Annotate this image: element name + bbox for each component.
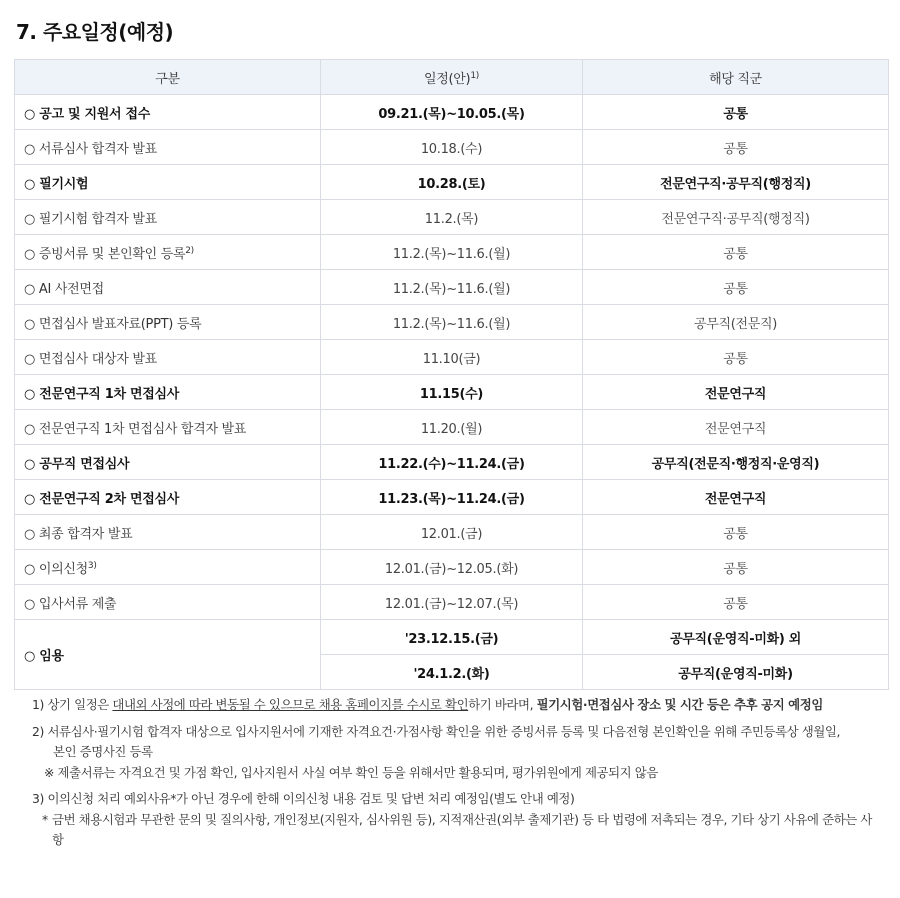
row-category: ○ 임용 [15, 620, 321, 690]
table-row [15, 270, 889, 305]
row-job-group: 공통 [583, 340, 889, 375]
row-category: ○ 전문연구직 1차 면접심사 합격자 발표 [15, 410, 321, 445]
row-schedule: 12.01.(금) [321, 515, 583, 550]
row-schedule: 11.23.(목)~11.24.(금) [321, 480, 583, 515]
row-schedule: 11.2.(목)~11.6.(월) [321, 270, 583, 305]
row-job-group: 공통 [583, 95, 889, 130]
row-category: ○ 필기시험 [15, 165, 321, 200]
row-category: ○ 최종 합격자 발표 [15, 515, 321, 550]
header-category: 구분 [15, 60, 321, 95]
row-schedule: 12.01.(금)~12.07.(목) [321, 585, 583, 620]
row-job-group: 전문연구직·공무직(행정직) [583, 165, 889, 200]
row-job-group: 전문연구직·공무직(행정직) [583, 200, 889, 235]
table-row [15, 305, 889, 340]
row-category: ○ 이의신청$^{3)}$ [15, 550, 321, 585]
row-job-group: 공통 [583, 270, 889, 305]
row-schedule: 11.2.(목)~11.6.(월) [321, 305, 583, 340]
row-category: ○ 전문연구직 2차 면접심사 [15, 480, 321, 515]
table-row [15, 585, 889, 620]
row-schedule: 11.22.(수)~11.24.(금) [321, 445, 583, 480]
row-category: ○ 면접심사 대상자 발표 [15, 340, 321, 375]
row-category: ○ 입사서류 제출 [15, 585, 321, 620]
row-schedule: 11.10(금) [321, 340, 583, 375]
table-header-row [15, 60, 889, 95]
footnote-1: 1) 상기 일정은 대내외 사정에 따라 변동될 수 있으므로 채용 홈페이지를 수시로 확인하기 바라며, 필기시험·면접심사 장소 및 시간 등은 추후 공지 예정임 [32, 697, 823, 712]
table-row [15, 340, 889, 375]
row-job-group: 공무직(전문직) [583, 305, 889, 340]
table-row [15, 165, 889, 200]
row-job-group: 전문연구직 [583, 410, 889, 445]
row-job-group: 공통 [583, 550, 889, 585]
footnote-3-remark: * 금번 채용시험과 무관한 문의 및 질의사항, 개인정보(지원자, 심사위원 등), 지적재산권(외부 출제기관) 등 타 법령에 저촉되는 경우, 기타 상기 사유에 준하는 사항 [42, 811, 872, 847]
footnote-ref: 1) [470, 70, 479, 81]
footnote-ref: 2) [185, 245, 194, 256]
table-row [15, 130, 889, 165]
footnotes [32, 695, 882, 851]
row-category: ○ 서류심사 합격자 발표 [15, 130, 321, 165]
footnote-ref: 3) [87, 560, 97, 571]
table-row [15, 375, 889, 410]
row-category: ○ 공무직 면접심사 [15, 445, 321, 480]
footnote-2-continued: 본인 증명사진 등록 [53, 744, 153, 759]
row-job-group: 공통 [583, 130, 889, 165]
row-schedule: 10.28.(토) [321, 165, 583, 200]
row-schedule: 11.2.(목)~11.6.(월) [321, 235, 583, 270]
row-job-group: 공무직(운영직-미화) [583, 655, 889, 690]
table-row [15, 550, 889, 585]
row-schedule: 11.15(수) [321, 375, 583, 410]
row-category: ○ 면접심사 발표자료(PPT) 등록 [15, 305, 321, 340]
row-category: ○ 필기시험 합격자 발표 [15, 200, 321, 235]
row-schedule: 12.01.(금)~12.05.(화) [321, 550, 583, 585]
footnote-2: 2) 서류심사·필기시험 합격자 대상으로 입사지원서에 기재한 자격요건·가점사항 확인을 위한 증빙서류 등록 및 다음전형 본인확인을 위해 주민등록상 생월일, [32, 723, 841, 739]
table-row [15, 95, 889, 130]
row-category: ○ AI 사전면접 [15, 270, 321, 305]
table-row [15, 445, 889, 480]
row-job-group: 공통 [583, 515, 889, 550]
row-job-group: 전문연구직 [583, 375, 889, 410]
row-job-group: 공통 [583, 585, 889, 620]
row-job-group: 공무직(운영직-미화) 외 [583, 620, 889, 655]
table-row [15, 515, 889, 550]
row-schedule: 11.20.(월) [321, 410, 583, 445]
row-schedule: 10.18.(수) [321, 130, 583, 165]
row-schedule: '23.12.15.(금) [321, 620, 583, 655]
table-row [15, 235, 889, 270]
row-schedule: 09.21.(목)~10.05.(목) [321, 95, 583, 130]
schedule-table [14, 59, 889, 690]
row-schedule: '24.1.2.(화) [321, 655, 583, 690]
section-title: 7. 주요일정(예정) [16, 20, 174, 44]
footnote-3: 3) 이의신청 처리 예외사유*가 아닌 경우에 한해 이의신청 내용 검토 및 답변 처리 예정임(별도 안내 예정) [32, 791, 575, 806]
row-category: ○ 전문연구직 1차 면접심사 [15, 375, 321, 410]
header-job-group: 해당 직군 [583, 60, 889, 95]
footnote-2-remark: ※ 제출서류는 자격요건 및 가점 확인, 입사지원서 사실 여부 확인 등을 위해서만 활용되며, 평가위원에게 제공되지 않음 [44, 764, 658, 780]
table-row [15, 200, 889, 235]
table-row [15, 480, 889, 515]
row-schedule: 11.2.(목) [321, 200, 583, 235]
table-row [15, 620, 889, 655]
table-row [15, 410, 889, 445]
header-schedule: 일정(안)$^{1)}$ [321, 60, 583, 95]
row-job-group: 공무직(전문직·행정직·운영직) [583, 445, 889, 480]
row-job-group: 전문연구직 [583, 480, 889, 515]
row-category: ○ 증빙서류 및 본인확인 등록$^{2)}$ [15, 235, 321, 270]
row-job-group: 공통 [583, 235, 889, 270]
row-category: ○ 공고 및 지원서 접수 [15, 95, 321, 130]
